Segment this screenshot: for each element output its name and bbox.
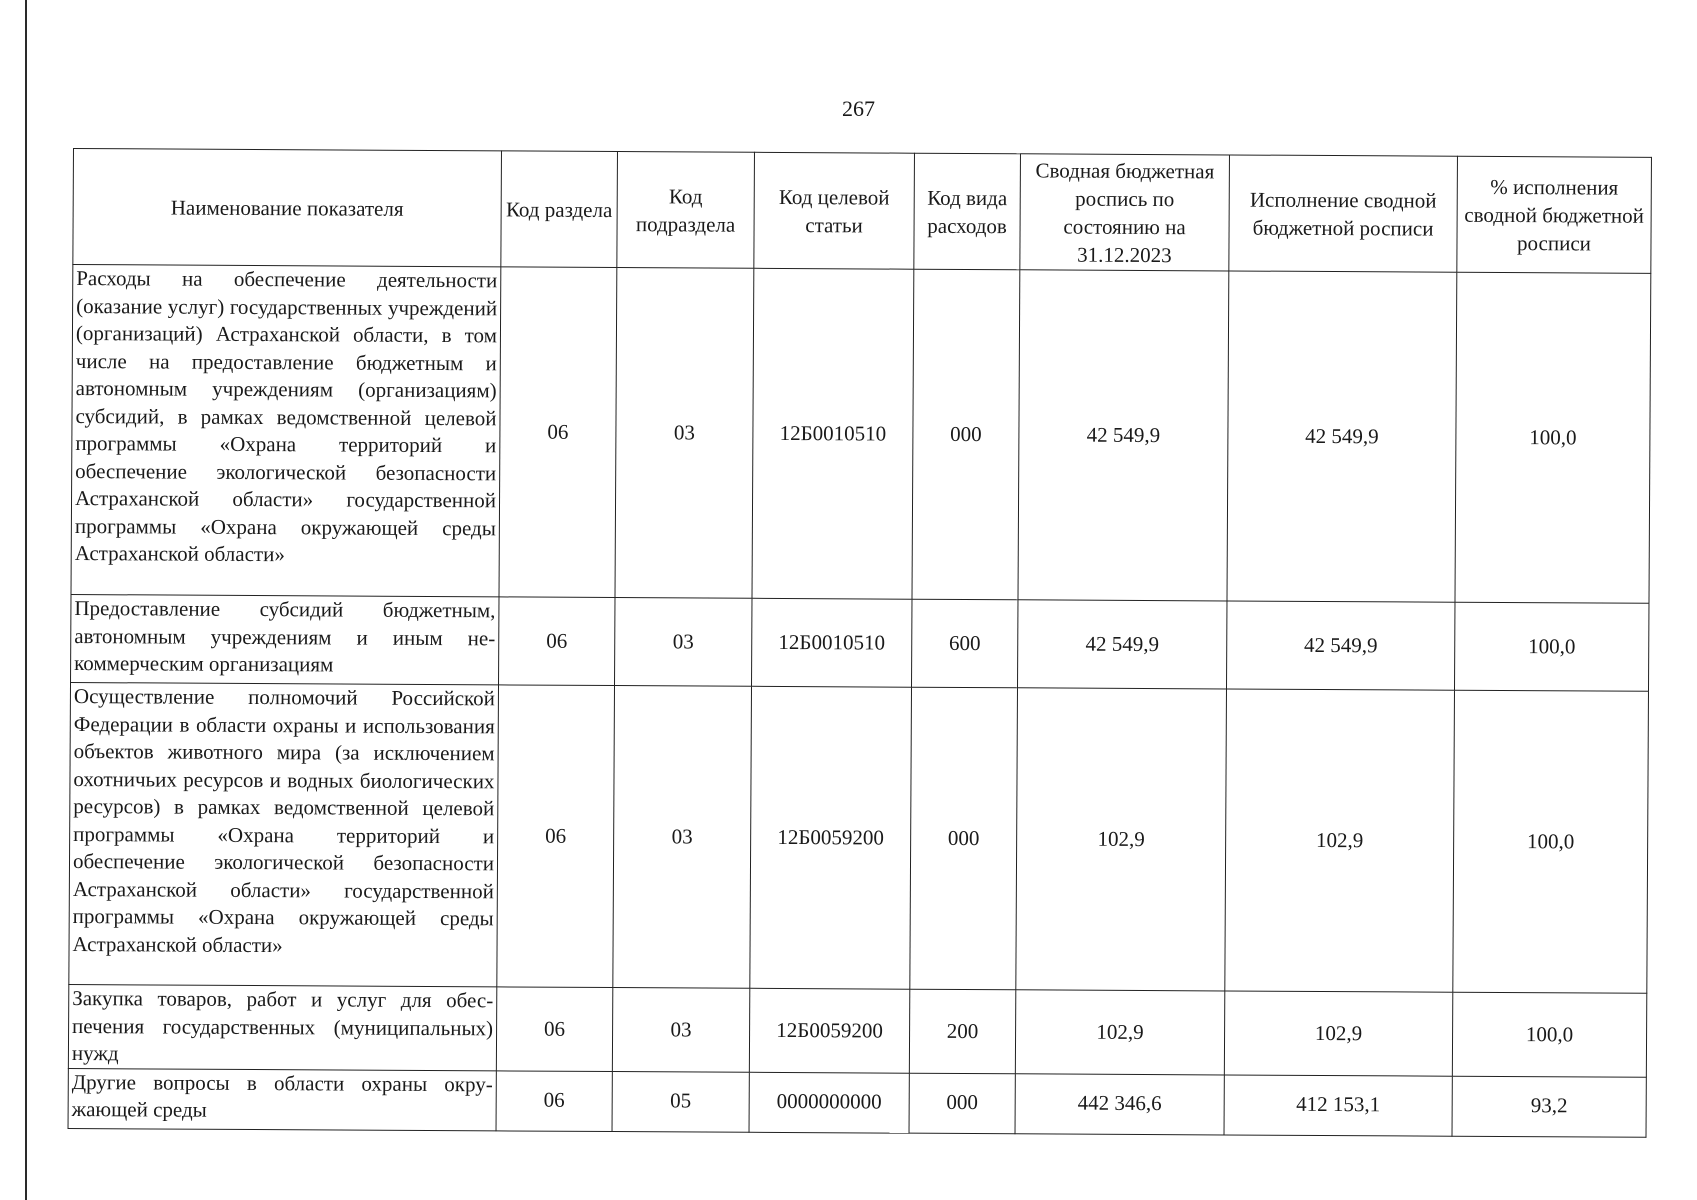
cell-subsection-code: 03 bbox=[615, 268, 754, 599]
cell-section-code: 06 bbox=[496, 1070, 612, 1131]
cell-execution-percent: 100,0 bbox=[1452, 992, 1646, 1077]
cell-indicator-name: Предоставление субсидий бюджетным, автономным учреждениям и иным некоммерческим организациям bbox=[71, 594, 499, 684]
cell-section-code: 06 bbox=[497, 685, 615, 988]
cell-budget-execution: 42 549,9 bbox=[1226, 601, 1454, 690]
cell-expense-kind-code: 200 bbox=[909, 989, 1015, 1073]
cell-target-code: 12Б0010510 bbox=[752, 598, 912, 687]
header-execution-percent: % исполнения сводной бюджетной росписи bbox=[1457, 156, 1652, 273]
cell-execution-percent: 100,0 bbox=[1454, 602, 1648, 691]
table-row bbox=[69, 682, 1649, 993]
cell-expense-kind-code: 600 bbox=[912, 599, 1018, 688]
cell-execution-percent: 100,0 bbox=[1455, 272, 1651, 603]
cell-subsection-code: 03 bbox=[613, 686, 752, 989]
table-header-row bbox=[73, 149, 1652, 274]
cell-budget-plan: 42 549,9 bbox=[1018, 270, 1229, 601]
cell-budget-execution: 102,9 bbox=[1225, 689, 1455, 992]
header-budget-plan: Сводная бюджетная роспись по состоянию на 31.12.2023 bbox=[1020, 154, 1230, 271]
header-indicator-name: Наименование показателя bbox=[73, 149, 502, 267]
cell-target-code: 12Б0059200 bbox=[749, 988, 909, 1072]
cell-indicator-name: Расходы на обеспечение деятельности (оказание услуг) государственных учреждений (организаций) Астраханской области, в том числе на предоставление бюджетным и автономным учреждениям (организациям) субсидий, в рамках ведомственной целевой программы «Охрана территорий и обеспечение экологической безопасности Астраханской области» государственной программы «Охрана окружающей среды Астраханской области» bbox=[71, 265, 501, 597]
header-section-code: Код раздела bbox=[501, 151, 618, 268]
cell-section-code: 06 bbox=[499, 267, 617, 598]
cell-execution-percent: 93,2 bbox=[1452, 1076, 1646, 1137]
cell-indicator-name: Осуществление полномочий Российской Федерации в области охраны и использования объектов животного мира (за исключением охотничьих ресурсов и водных биологических ресурсов) в рамках ведомственной целевой программы «Охрана территорий и обеспечение экологической безопасности Астраханской области» государственной программы «Охрана окружающей среды Астраханской области» bbox=[69, 682, 499, 986]
cell-indicator-name: Другие вопросы в области охраны окружающей среды bbox=[68, 1068, 496, 1130]
binding-margin-line bbox=[25, 0, 27, 1200]
cell-target-code: 12Б0010510 bbox=[752, 268, 914, 599]
cell-indicator-name: Закупка товаров, работ и услуг для обеспечения государственных (муниципальных) нужд bbox=[68, 984, 496, 1070]
cell-subsection-code: 03 bbox=[615, 598, 752, 687]
header-target-code: Код целевой статьи bbox=[754, 152, 915, 269]
header-expense-kind-code: Код вида расходов bbox=[914, 153, 1021, 270]
cell-subsection-code: 03 bbox=[612, 988, 749, 1072]
cell-budget-plan: 102,9 bbox=[1016, 688, 1227, 991]
header-subsection-code: Код подраздела bbox=[617, 152, 755, 269]
cell-execution-percent: 100,0 bbox=[1453, 690, 1649, 993]
table-row bbox=[68, 1068, 1646, 1137]
cell-target-code: 0000000000 bbox=[749, 1072, 909, 1133]
cell-budget-plan: 442 346,6 bbox=[1015, 1073, 1224, 1134]
cell-target-code: 12Б0059200 bbox=[750, 686, 912, 989]
cell-expense-kind-code: 000 bbox=[909, 1073, 1015, 1134]
cell-budget-execution: 412 153,1 bbox=[1224, 1074, 1452, 1135]
budget-execution-table bbox=[68, 148, 1652, 1137]
cell-subsection-code: 05 bbox=[612, 1071, 749, 1132]
cell-budget-plan: 42 549,9 bbox=[1018, 600, 1227, 689]
cell-expense-kind-code: 000 bbox=[912, 269, 1020, 600]
table-row bbox=[68, 984, 1646, 1076]
cell-expense-kind-code: 000 bbox=[910, 687, 1018, 990]
page-number: 267 bbox=[842, 96, 875, 121]
header-budget-execution: Исполнение сводной бюджетной росписи bbox=[1229, 155, 1458, 272]
cell-section-code: 06 bbox=[499, 597, 615, 686]
cell-section-code: 06 bbox=[496, 987, 612, 1071]
table-row bbox=[71, 265, 1651, 604]
cell-budget-execution: 42 549,9 bbox=[1227, 271, 1457, 602]
cell-budget-plan: 102,9 bbox=[1015, 990, 1224, 1075]
table-row bbox=[71, 594, 1649, 691]
cell-budget-execution: 102,9 bbox=[1224, 991, 1452, 1076]
